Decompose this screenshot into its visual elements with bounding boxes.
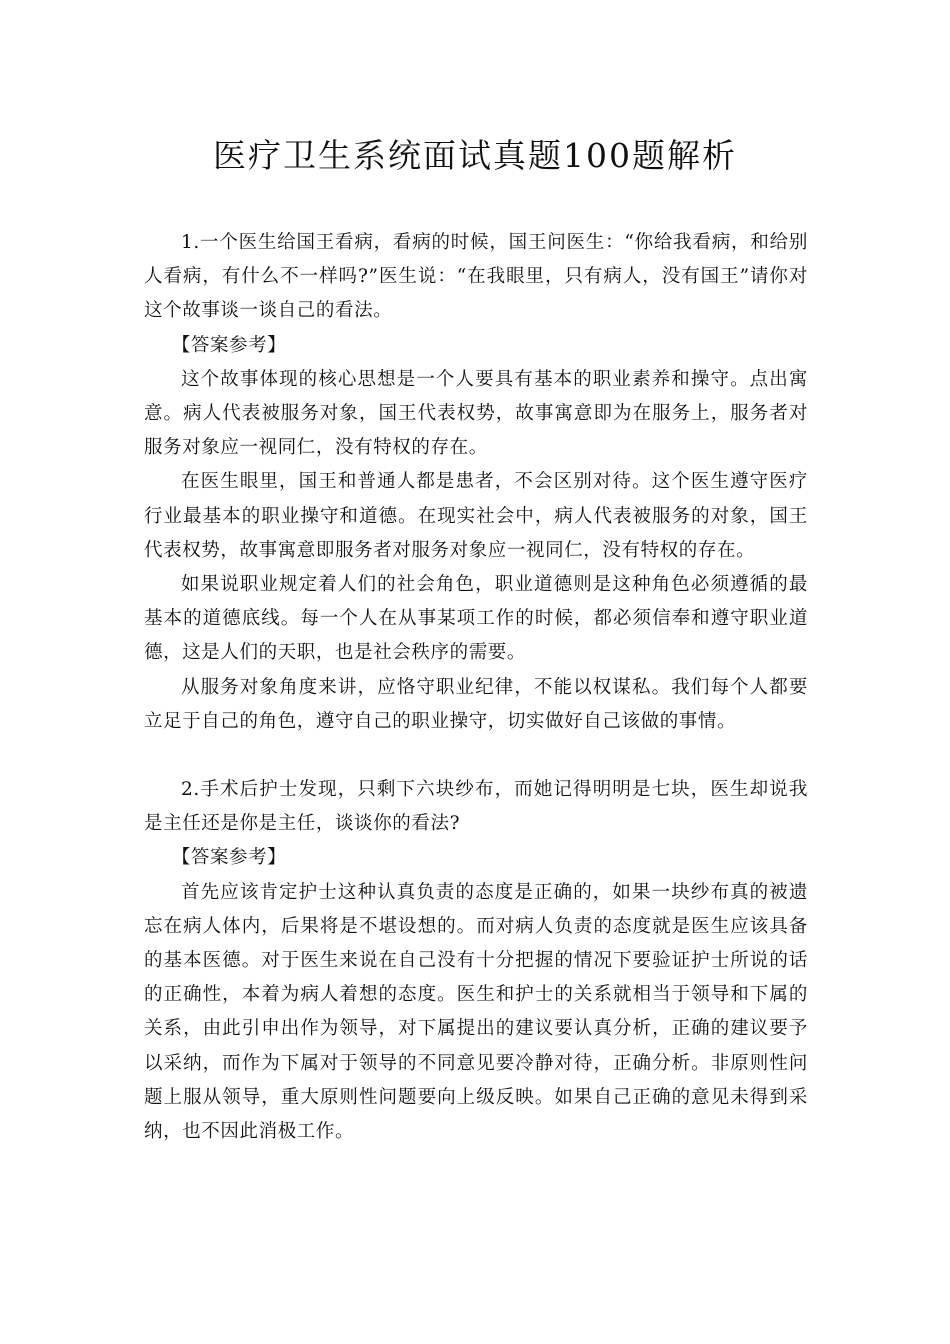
answer-paragraph: 如果说职业规定着人们的社会角色，职业道德则是这种角色必须遵循的最基本的道德底线。每一个人在从事某项工作的时候，都必须信奉和遵守职业道德，这是人们的天职，也是社会秩序的需要。 xyxy=(144,574,808,664)
document-title: 医疗卫生系统面试真题100题解析 xyxy=(213,136,737,175)
question-section-1 xyxy=(144,226,808,739)
question-section-2 xyxy=(144,773,808,1149)
question-text: 2.手术后护士发现，只剩下六块纱布，而她记得明明是七块，医生却说我是主任还是你是主任，谈谈你的看法? xyxy=(144,779,808,835)
answer-paragraph: 首先应该肯定护士这种认真负责的态度是正确的，如果一块纱布真的被遗忘在病人体内，后果将是不堪设想的。而对病人负责的态度就是医生应该具备的基本医德。对于医生来说在自己没有十分把握的情况下要验证护士所说的话的正确性，本着为病人着想的态度。医生和护士的关系就相当于领导和下属的关系，由此引申出作为领导，对下属提出的建议要认真分析，正确的建议要予以采纳，而作为下属对于领导的不同意见要冷静对待，正确分析。非原则性问题上服从领导，重大原则性问题要向上级反映。如果自己正确的意见未得到采纳，也不因此消极工作。 xyxy=(144,881,808,1143)
answer-paragraph: 这个故事体现的核心思想是一个人要具有基本的职业素养和操守。点出寓意。病人代表被服务对象，国王代表权势，故事寓意即为在服务上，服务者对服务对象应一视同仁，没有特权的存在。 xyxy=(144,368,808,459)
answer-paragraph: 在医生眼里，国王和普通人都是患者，不会区别对待。这个医生遵守医疗行业最基本的职业操守和道德。在现实社会中，病人代表被服务的对象，国王代表权势，故事寓意即服务者对服务对象应一视同仁，没有特权的存在。 xyxy=(144,471,808,561)
answer-label: 【答案参考】 xyxy=(171,334,287,356)
answer-paragraph: 从服务对象角度来讲，应恪守职业纪律，不能以权谋私。我们每个人都要立足于自己的角色，遵守自己的职业操守，切实做好自己该做的事情。 xyxy=(144,676,808,732)
question-text: 1.一个医生给国王看病，看病的时候，国王问医生：“你给我看病，和给别人看病，有什么不一样吗?”医生说：“在我眼里，只有病人，没有国王”请你对这个故事谈一谈自己的看法。 xyxy=(144,232,808,322)
answer-label: 【答案参考】 xyxy=(171,847,287,869)
document-body xyxy=(144,226,808,1149)
